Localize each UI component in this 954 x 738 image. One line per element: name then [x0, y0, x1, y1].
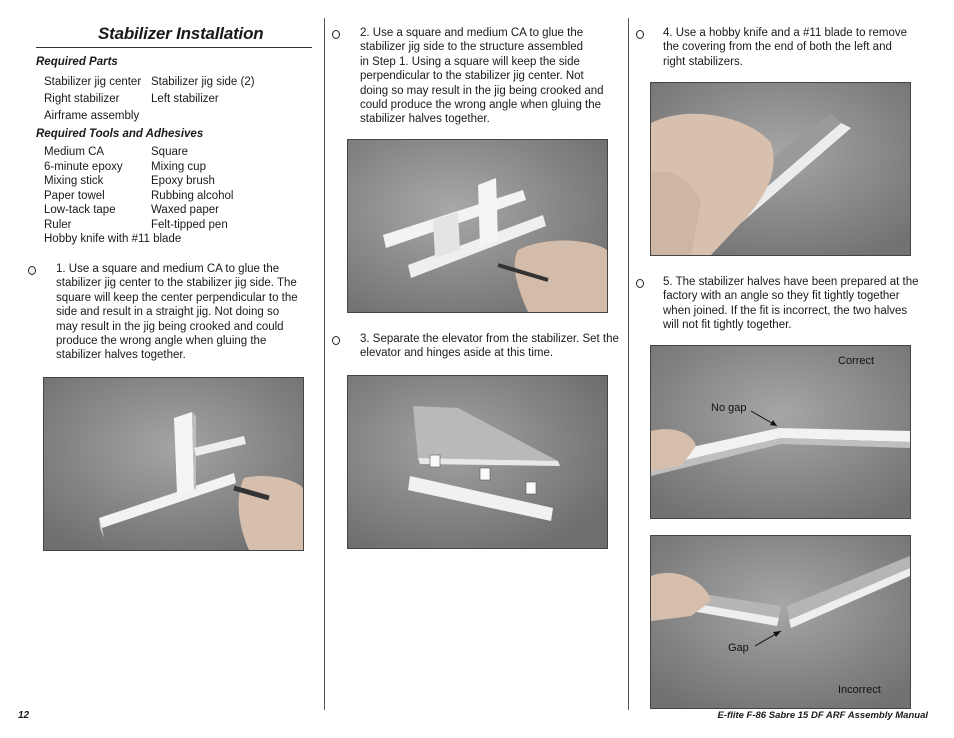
- step-5-text: 5. The stabilizer halves have been prepared at the factory with an angle so they fit tightly together when joined. If the fit is incorrect, the two halves will not fit tightly together.: [663, 276, 919, 332]
- photo-step-5-incorrect-fit: [650, 535, 911, 709]
- list-item: Stabilizer jig side (2): [151, 76, 255, 88]
- list-item: Paper towel: [44, 189, 105, 202]
- page-number: 12: [18, 710, 30, 721]
- checkbox-bullet-step-5[interactable]: [636, 279, 644, 288]
- photo-step-5-correct-fit: [650, 345, 911, 519]
- step-4-text: 4. Use a hobby knife and a #11 blade to remove the covering from the end of both the left and right stabilizers.: [663, 27, 908, 68]
- label-no-gap: No gap: [711, 402, 747, 414]
- label-incorrect: Incorrect: [838, 684, 881, 696]
- list-item: Airframe assembly: [44, 110, 140, 122]
- list-item: Stabilizer jig center: [44, 76, 142, 88]
- photo-step-3-elevator: [347, 375, 608, 549]
- list-item: Felt-tipped pen: [151, 218, 228, 231]
- required-tools-heading: Required Tools and Adhesives: [36, 128, 204, 140]
- label-gap: Gap: [728, 642, 749, 654]
- list-item: Mixing cup: [151, 160, 206, 173]
- checkbox-bullet-step-4[interactable]: [636, 30, 644, 39]
- list-item: Waxed paper: [151, 204, 219, 216]
- list-item: Epoxy brush: [151, 175, 215, 187]
- list-item: Ruler: [44, 218, 72, 231]
- list-item: Low-tack tape: [44, 204, 116, 216]
- list-item: Right stabilizer: [44, 93, 120, 105]
- list-item: Square: [151, 146, 189, 158]
- list-item: Rubbing alcohol: [151, 189, 234, 202]
- step-1-text: 1. Use a square and medium CA to glue the stabilizer jig center to the stabilizer jig side. The square will keep the center perpendicular to the side and result in a straight jig. Not doing so may result in the jig being crooked and could produce the wrong angle when gluing the stabilizer halves together.: [56, 263, 298, 362]
- step-2-text: 2. Use a square and medium CA to glue the stabilizer jig side to the structure assembled in Step 1. Using a square will keep the side perpendicular to the stabilizer jig center. Not doing so may result in the jig being crooked and could produce the wrong angle when gluing the stabilizer halves together.: [360, 27, 604, 126]
- manual-title-footer: E-flite F-86 Sabre 15 DF ARF Assembly Manual: [717, 710, 928, 721]
- checkbox-bullet-step-1[interactable]: [28, 266, 36, 275]
- photo-step-2-jig-side: [347, 139, 608, 313]
- list-item: Hobby knife with #11 blade: [44, 233, 182, 245]
- photo-step-4-hobby-knife: [650, 82, 911, 256]
- required-parts-heading: Required Parts: [36, 56, 118, 68]
- page-title: Stabilizer Installation: [98, 24, 264, 43]
- required-parts-list: [44, 74, 321, 125]
- list-item: 6-minute epoxy: [44, 160, 123, 173]
- column-divider-right: [628, 18, 629, 710]
- list-item: Mixing stick: [44, 175, 104, 187]
- required-tools-list: [44, 145, 321, 247]
- checkbox-bullet-step-3[interactable]: [332, 336, 340, 345]
- checkbox-bullet-step-2[interactable]: [332, 30, 340, 39]
- title-underline: [36, 47, 312, 48]
- column-divider-left: [324, 18, 325, 710]
- list-item: Medium CA: [44, 146, 105, 158]
- list-item: Left stabilizer: [151, 93, 219, 105]
- label-correct: Correct: [838, 355, 875, 367]
- photo-step-1-jig-center: [43, 377, 304, 551]
- step-3-text: 3. Separate the elevator from the stabilizer. Set the elevator and hinges aside at this time.: [360, 333, 619, 360]
